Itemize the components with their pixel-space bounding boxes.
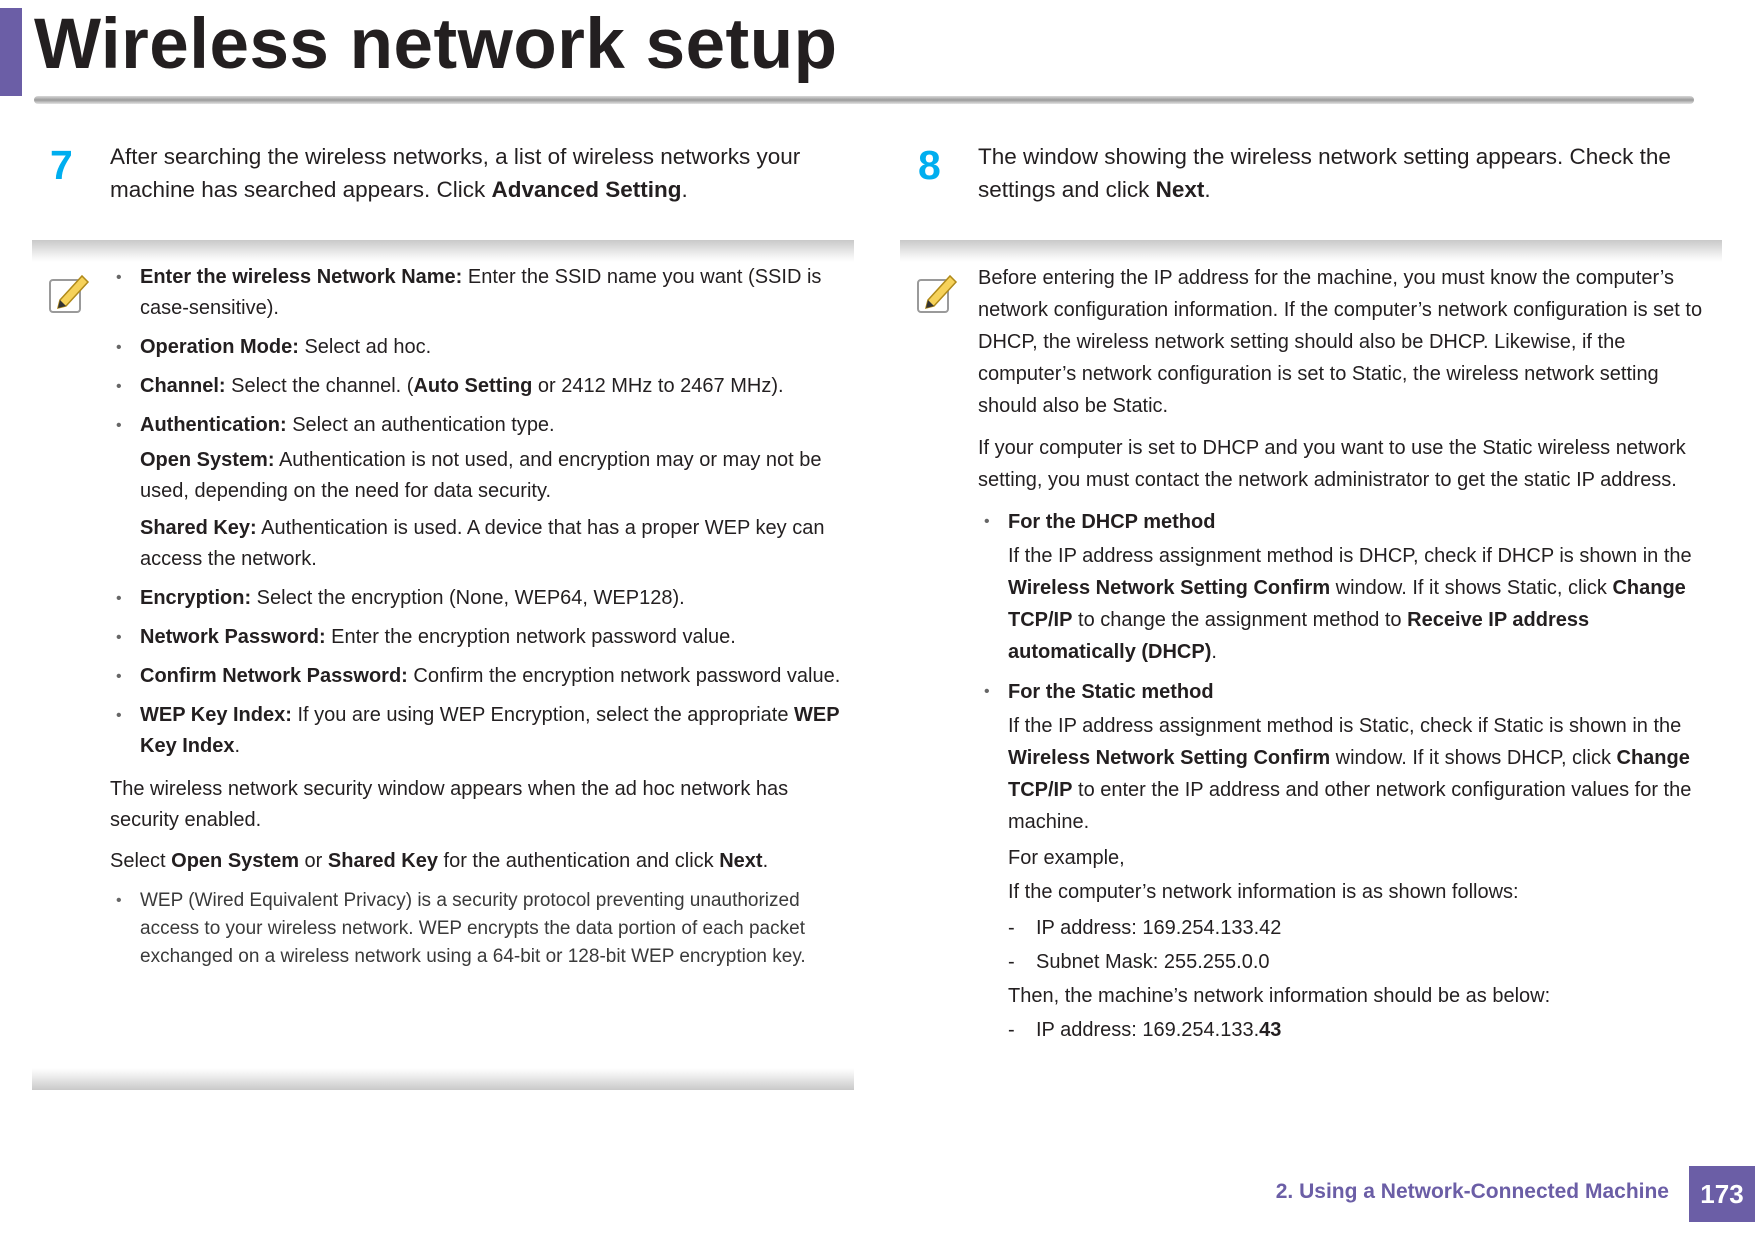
- step-text: [110, 140, 854, 206]
- item-text: Select the encryption (None, WEP64, WEP128).: [251, 587, 685, 609]
- computer-info-label: If the computer’s network information is as shown follows:: [1008, 881, 1519, 903]
- text-part: window. If it shows Static, click: [1330, 577, 1613, 599]
- note-body: [110, 262, 854, 979]
- list-item: [110, 700, 854, 762]
- right-column: [900, 140, 1722, 1041]
- text-part: If the IP address assignment method is Static, check if Static is shown in the: [1008, 715, 1682, 737]
- text-part: .: [762, 850, 769, 872]
- list-item: [110, 661, 854, 692]
- text-part: Receive IP address automatically (DHCP): [1008, 609, 1590, 663]
- dhcp-method-heading: [978, 506, 1722, 538]
- text-part: to change the assignment method to: [1072, 609, 1408, 631]
- step-8: [900, 140, 1722, 240]
- text-part: Wireless Network Setting Confirm: [1008, 747, 1331, 769]
- item-label: Encryption:: [140, 587, 252, 609]
- machine-info-label: Then, the machine’s network information should be as below:: [1008, 985, 1551, 1007]
- security-paragraph: The wireless network security window appears when the ad hoc network has security enabled.: [110, 778, 789, 831]
- step-text-part: The window showing the wireless network setting appears. Check the settings and click: [978, 144, 1671, 202]
- item-label: Confirm Network Password:: [140, 665, 408, 687]
- list-item: [110, 371, 854, 402]
- text-part: 43: [1259, 1019, 1282, 1041]
- text-part: Next: [719, 850, 763, 872]
- item-label: Channel:: [140, 375, 226, 397]
- text-part: Wireless Network Setting Confirm: [1008, 577, 1331, 599]
- item-text: Select ad hoc.: [298, 336, 432, 358]
- note-box: [900, 240, 1722, 1120]
- item-text: Authentication is used. A device that has a proper WEP key can access the network.: [140, 517, 825, 570]
- wep-note: • WEP (Wired Equivalent Privacy) is a security protocol preventing unauthorized access to your wireless network. WEP encrypts the data portion of each packet exchanged on a wireless network using a 64-bit or 128-bit WEP encryption key.: [110, 887, 854, 971]
- item-label: Open System:: [140, 449, 275, 471]
- note-top-rule: [900, 240, 1722, 262]
- text-part: Open System: [171, 850, 299, 872]
- note-top-rule: [32, 240, 854, 262]
- item-text: Select the channel. (: [225, 375, 414, 397]
- ip-address-line: - IP address: 169.254.133.42: [978, 912, 1722, 944]
- auth-shared-key: [110, 513, 854, 575]
- item-text: .: [234, 735, 241, 757]
- title-accent-bar: [0, 8, 22, 96]
- list-item: [110, 262, 854, 324]
- page-title: Wireless network setup: [34, 5, 838, 84]
- item-label: WEP Key Index: [140, 704, 840, 757]
- item-text: Confirm the encryption network password value.: [407, 665, 841, 687]
- list-item: [110, 332, 854, 363]
- item-text: Enter the encryption network password value.: [325, 626, 736, 648]
- item-label: Enter the wireless Network Name:: [140, 266, 463, 288]
- item-label: Authentication:: [140, 414, 287, 436]
- step-text-part: .: [1204, 177, 1211, 202]
- note-bottom-rule: [32, 1068, 854, 1090]
- item-text: Authentication is not used, and encryption may or may not be used, depending on the need for data security.: [140, 449, 822, 502]
- machine-ip-line: [978, 1014, 1722, 1046]
- item-label: Operation Mode:: [140, 336, 299, 358]
- note-body: [978, 262, 1722, 1054]
- item-text: Select an authentication type.: [286, 414, 555, 436]
- next-label: Next: [1155, 177, 1205, 202]
- text-part: Shared Key: [327, 850, 438, 872]
- step-text-part: .: [681, 177, 688, 202]
- auth-open-system: [110, 445, 854, 507]
- title-divider: [34, 96, 1694, 104]
- page-number: 173: [1689, 1166, 1755, 1222]
- note-pencil-icon: [914, 270, 960, 316]
- item-text: or 2412 MHz to 2467 MHz).: [532, 375, 784, 397]
- heading-text: For the DHCP method: [1008, 511, 1216, 533]
- left-column: [32, 140, 854, 967]
- static-method-heading: [978, 676, 1722, 708]
- step-text-part: After searching the wireless networks, a list of wireless networks your machine has searched appears. Click: [110, 144, 801, 202]
- dhcp-intro-paragraph: Before entering the IP address for the machine, you must know the computer’s network configuration information. If the computer’s network configuration is set to DHCP, the wireless network setting should also be DHCP. Likewise, if the computer’s network configuration is set to Static, the wireless network setting should also be Static.: [978, 267, 1703, 417]
- text-part: Change TCP/IP: [1008, 747, 1690, 801]
- text-part: Select: [110, 850, 172, 872]
- item-text: If you are using WEP Encryption, select the appropriate: [291, 704, 795, 726]
- text-part: If the IP address assignment method is DHCP, check if DHCP is shown in the: [1008, 545, 1692, 567]
- item-label: Network Password:: [140, 626, 326, 648]
- item-label: Shared Key:: [140, 517, 257, 539]
- heading-text: For the Static method: [1008, 681, 1214, 703]
- text-part: .: [1211, 641, 1217, 663]
- step-7: [32, 140, 854, 240]
- text-part: or: [298, 850, 328, 872]
- text-part: for the authentication and click: [437, 850, 720, 872]
- text-part: IP address: 169.254.133.: [1036, 1019, 1260, 1041]
- text-part: window. If it shows DHCP, click: [1330, 747, 1617, 769]
- list-item: [110, 622, 854, 653]
- step-text: [978, 140, 1722, 206]
- subnet-mask-line: - Subnet Mask: 255.255.0.0: [978, 946, 1722, 978]
- text-part: Change TCP/IP: [1008, 577, 1686, 631]
- step-number: 7: [50, 142, 73, 188]
- dhcp-method-text: [978, 540, 1722, 668]
- item-label: WEP Key Index:: [140, 704, 292, 726]
- advanced-setting-label: Advanced Setting: [491, 177, 682, 202]
- text-part: to enter the IP address and other network configuration values for the machine.: [1008, 779, 1692, 833]
- example-label: For example,: [1008, 847, 1125, 869]
- list-item: [110, 583, 854, 614]
- item-label: Auto Setting: [413, 375, 533, 397]
- note-box: [32, 240, 854, 1090]
- chapter-label: 2. Using a Network-Connected Machine: [1275, 1180, 1669, 1203]
- select-paragraph: [110, 846, 854, 877]
- static-contact-paragraph: If your computer is set to DHCP and you want to use the Static wireless network setting, you must contact the network administrator to get the static IP address.: [978, 437, 1686, 491]
- step-number: 8: [918, 142, 941, 188]
- note-pencil-icon: [46, 270, 92, 316]
- list-item: [110, 410, 854, 441]
- static-method-text: [978, 710, 1722, 838]
- item-text: Enter the SSID name you want (SSID is case-sensitive).: [140, 266, 822, 319]
